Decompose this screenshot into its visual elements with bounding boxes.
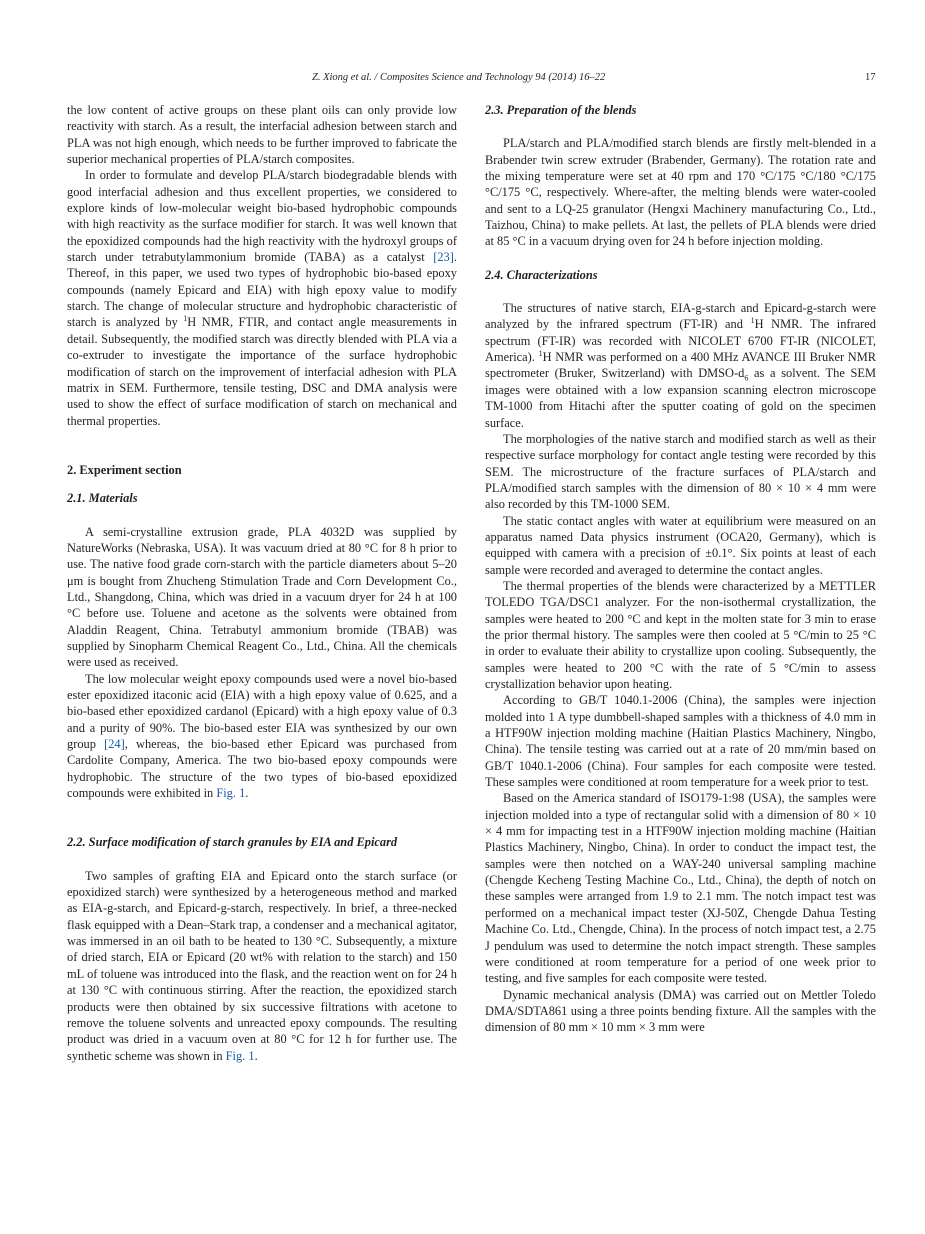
characterization-paragraph: The static contact angles with water at equilibrium were measured on an apparatus named Data physics instrument (OCA20, Germany), which is equipped with camera with a precision of ±0.1°. Six points at least of each sample were recorded and averaged to determine the contact angles. bbox=[485, 513, 876, 577]
intro-paragraph: the low content of active groups on these plant oils can only provide low reactivity with starch. As a result, the interfacial adhesion between starch and PLA was not high enough, which needs to be further improved to fabricate the superior mechanical properties of PLA/starch composites. bbox=[67, 103, 457, 167]
surface-modification-paragraph bbox=[67, 868, 457, 1064]
intro-paragraph bbox=[67, 167, 457, 429]
characterization-paragraph: The thermal properties of the blends were characterized by a METTLER TOLEDO TGA/DSC1 analyzer. For the non-isothermal crystallization, the samples were heated to 200 °C and kept in the molten state for 3 min to erase the prior thermal history. The samples were then cooled at 5 °C/min to 25 °C in order to evaluate their ability to crystallize upon cooling. Subsequently, the samples were heated to 200 °C with the rate of 5 °C/min to assess crystallization behavior upon heating. bbox=[485, 578, 876, 691]
text-run: . bbox=[254, 1048, 258, 1063]
characterization-paragraph: According to GB/T 1040.1-2006 (China), the samples were injection molded into 1 A type dumbbell-shaped samples with a thickness of 4.0 mm in a HTF90W injection molding machine (Haitian Plastics Machinery, Ningbo, China). The tensile testing was carried out at a rate of 20 mm/min based on GB/T 1040.1-2006 (China). Four samples for each composite were tested. These samples were conditioned at room temperature for a week prior to test. bbox=[485, 693, 876, 790]
subscript: 6 bbox=[744, 373, 749, 383]
figure-link[interactable]: Fig. 1 bbox=[216, 786, 246, 801]
superscript: 1 bbox=[750, 316, 755, 326]
reference-link[interactable]: [24] bbox=[104, 737, 125, 752]
right-column bbox=[485, 102, 876, 1036]
text-run: The low molecular weight epoxy compounds used were a novel bio-based ester epoxidized itaconic acid (EIA) with a high epoxy value of 0.625, and a bio-based ether epoxidized cardanol (Epicard) with a high epoxy value of 0.3 and a purity of 90%. The bio-based ester EIA was synthesized by our own group bbox=[67, 671, 457, 752]
superscript: 1 bbox=[538, 349, 543, 358]
running-head: Z. Xiong et al. / Composites Science and Technology 94 (2014) 16–22 bbox=[312, 72, 606, 83]
figure-link[interactable]: Fig. 1 bbox=[225, 1048, 255, 1063]
text-run: . bbox=[245, 786, 249, 801]
section-heading: 2. Experiment section bbox=[67, 462, 182, 477]
blends-paragraph: PLA/starch and PLA/modified starch blends are firstly melt-blended in a Brabender twin screw extruder (Brabender, Germany). The rotation rate and the mixing temperature were set at 40 rpm and 170 °C/175 °C/180 °C/175 °C/175 °C, respectively. Where-after, the melting blends were water-cooled and sent to a LQ-25 granulator (Hengxi Machinery manufacturing Co., Ltd., Taizhou, China) to make pellets. At last, the pellets of PLA blends were dried at 85 °C in a vacuum drying oven for 24 h before injection molding. bbox=[485, 136, 876, 249]
characterization-paragraph bbox=[485, 300, 876, 431]
subsection-heading: 2.1. Materials bbox=[67, 491, 138, 506]
materials-paragraph bbox=[67, 671, 457, 802]
text-run: Two samples of grafting EIA and Epicard onto the starch surface (or epoxidized starch) were synthesized by a heterogeneous method and marked as EIA-g-starch, and Epicard-g-starch, respectively. In brief, a three-necked flask equipped with a Dean–Stark trap, a condenser and a mechanical agitator, was immersed in an oil bath to be heated to 130 °C. Subsequently, a mixture of dried starch, EIA or Epicard (20 wt% with relation to the starch) and 150 mL of toluene was introduced into the flask, and the reaction went on for 24 h at 130 °C with continuous stirring. After the reaction, the epoxidized starch products were then obtained by six successive filtrations with acetone to remove the toluene solvents and unreacted epoxy compounds. The resulting product was dried in a vacuum oven at 80 °C for 12 h for further use. The synthetic scheme was shown in bbox=[67, 868, 457, 1063]
text-run: The structures of native starch, EIA-g-starch and Epicard-g-starch were analyzed by the infrared spectrum (FT-IR) and bbox=[485, 301, 876, 332]
characterization-paragraph: The morphologies of the native starch and modified starch as well as their respective surface morphology for contact angle testing were recorded by this SEM. The microstructure of the fracture surfaces of PLA/starch and PLA/modified starch samples with the dimension of 80 × 10 × 4 mm were also recorded by this TM-1000 SEM. bbox=[485, 431, 876, 512]
text-run: H NMR. The infrared spectrum (FT-IR) was recorded with NICOLET 6700 FT-IR (NICOLET, America). bbox=[485, 317, 876, 365]
text-run: H NMR, FTIR, and contact angle measurements in detail. Subsequently, the modified starch was directly blended with PLA via a co-extruder to investigate the importance of the surface hydrophobic modification of starch on the improvement of interfacial adhesion with PLA matrix in SEM. Furthermore, tensile testing, DSC and DMA analysis were used to show the effect of surface modification of starch on mechanical and thermal properties. bbox=[67, 315, 457, 428]
materials-paragraph: A semi-crystalline extrusion grade, PLA 4032D was supplied by NatureWorks (Nebraska, USA). It was vacuum dried at 80 °C for 8 h prior to use. The native food grade corn-starch with the particle diameters about 5–20 μm is bought from Zhucheng Stimulation Trade and Corn Development Co., Ltd., Shangdong, China, which was dried in a vacuum dryer for 24 h at 100 °C before use. Toluene and acetone as the solvents were obtained from Aladdin Reagent, China. Tetrabutyl ammonium bromide (TBAB) was supplied by Sinopharm Chemical Reagent Co., Ltd., China. All the chemicals were used as received. bbox=[67, 524, 457, 670]
text-run: , whereas, the bio-based ether Epicard was purchased from Cardolite Company, America. The two bio-based epoxy compounds were hydrophobic. The structure of the two types of bio-based epoxidized compounds were exhibited in bbox=[67, 737, 457, 801]
text-run: . Thereof, in this paper, we used two types of hydrophobic bio-based epoxy compounds (namely Epicard and EIA) with high epoxy value to modify starch. The change of molecular structure and hydrophobic characteristic of starch is analyzed by bbox=[67, 250, 457, 330]
superscript: 1 bbox=[183, 314, 188, 324]
page-number: 17 bbox=[865, 72, 876, 83]
text-run: In order to formulate and develop PLA/starch biodegradable blends with good interfacial adhesion and thus excellent properties, we considered to explore kinds of low-molecular weight bio-based hydrophobic compounds with high reactivity as the surface modifier for starch. It was well known that the epoxidized compounds had the high reactivity with the hydroxyl groups of starch under tetrabutylammonium bromide (TABA) as a catalyst bbox=[67, 168, 457, 265]
text-run: H NMR was performed on a 400 MHz AVANCE III Bruker NMR spectrometer (Bruker, Switzerland) with DMSO-d bbox=[485, 350, 876, 381]
text-run: as a solvent. The SEM images were obtained with a low expansion scanning electron microscope TM-1000 from Hitachi after the sputter coating of gold on the specimen surface. bbox=[485, 366, 876, 430]
characterization-paragraph: Dynamic mechanical analysis (DMA) was carried out on Mettler Toledo DMA/SDTA861 using a three points bending fixture. All the samples with the dimension of 80 mm × 10 mm × 3 mm were bbox=[485, 987, 876, 1035]
left-column bbox=[67, 102, 457, 1064]
subsection-heading: 2.2. Surface modification of starch granules by EIA and Epicard bbox=[67, 835, 398, 850]
characterization-paragraph: Based on the America standard of ISO179-1:98 (USA), the samples were injection molded into a type of rectangular solid with a dimension of 80 × 10 × 4 mm for impacting test in a HTF90W injection molding machine (Haitian Plastics Machinery, Ningbo, China). In order to conduct the impact test, the samples were then notched on a WAY-240 universal sampling machine (Chengde Kecheng Testing Machine Co., Ltd., China), the depth of notch on these samples were arranged from 1.9 to 2.1 mm. The notch impact test was performed on a mechanical impact tester (XJ-50Z, Chengde Dahua Testing Machine Co. Ltd., Chengde, China). In the process of notch impact test, a 2.75 J pendulum was used to determine the notch impact strength. These samples were conditioned at room temperature for a period of one week prior to testing, and five samples for each composite were tested. bbox=[485, 791, 876, 986]
reference-link[interactable]: [23] bbox=[433, 250, 454, 265]
subsection-heading: 2.4. Characterizations bbox=[485, 267, 598, 282]
subsection-heading: 2.3. Preparation of the blends bbox=[485, 103, 637, 117]
